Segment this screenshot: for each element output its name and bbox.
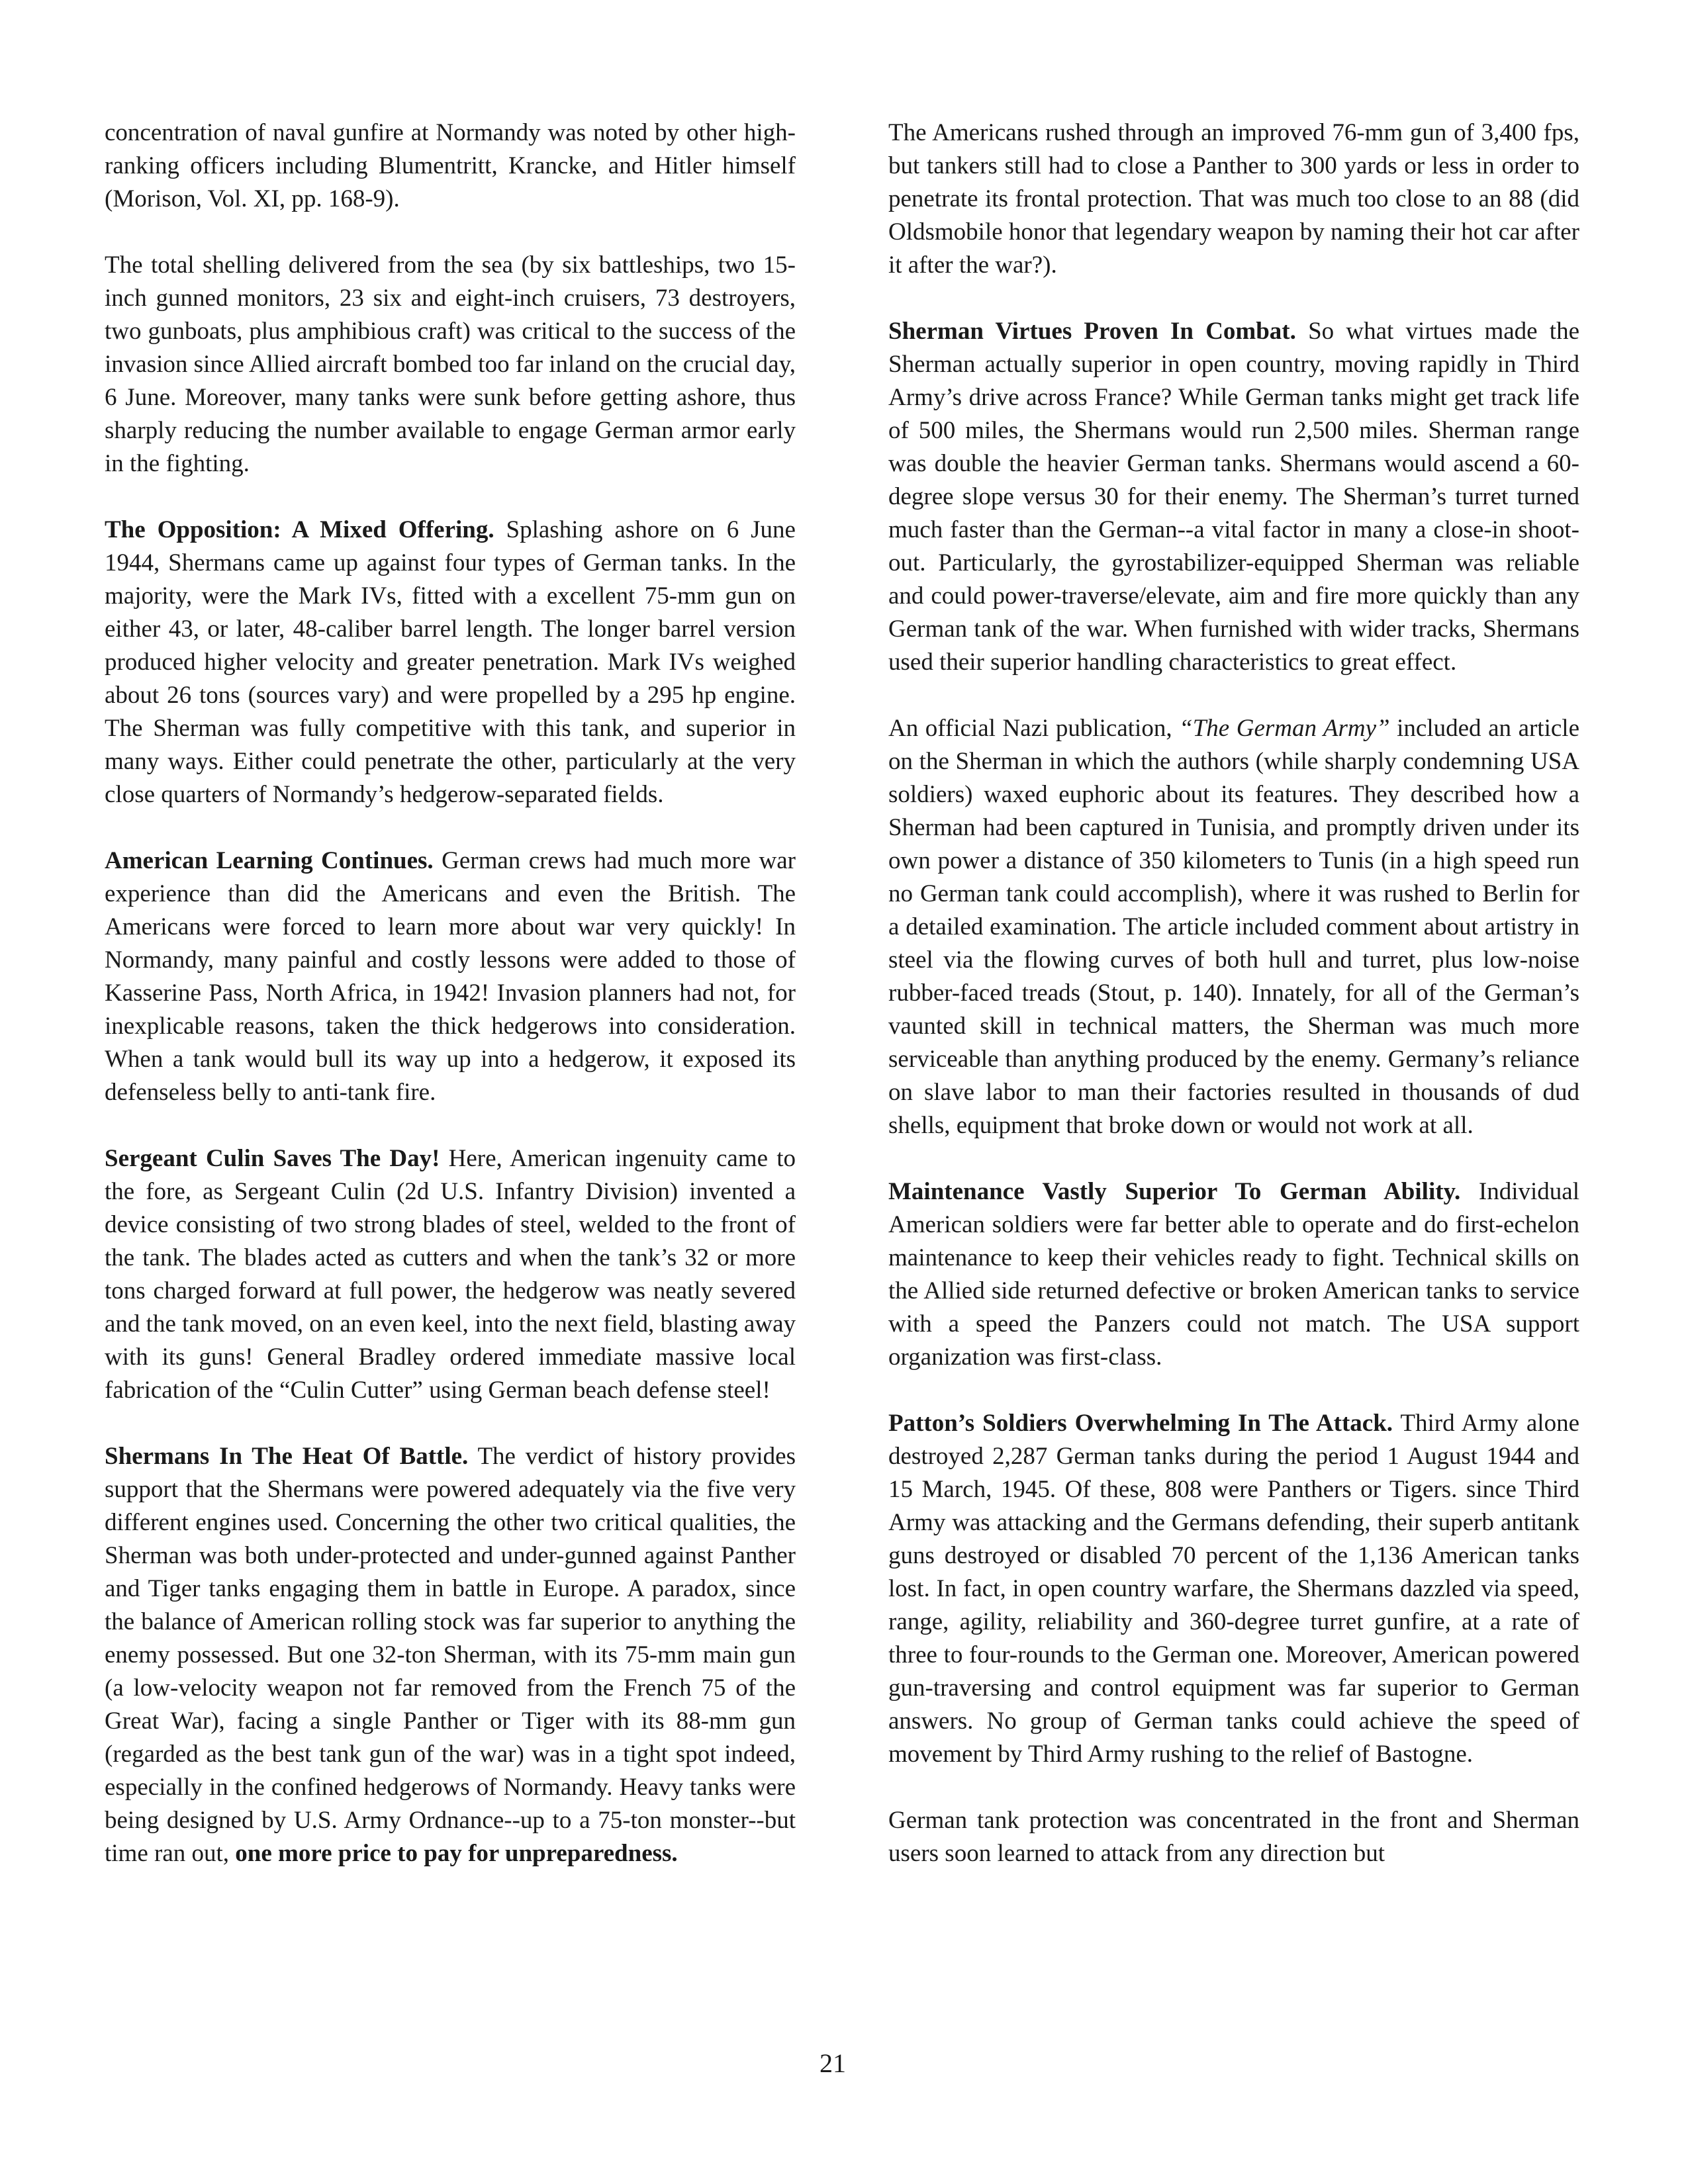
- paragraph-nazi-publication: [888, 712, 1579, 1142]
- paragraph-text: German tank protection was concentrated in the front and Sherman users soon learned to attack from any direction but: [888, 1807, 1579, 1867]
- section-heading: Maintenance Vastly Superior To German Ability.: [888, 1178, 1461, 1205]
- paragraph-heat-of-battle: [105, 1440, 796, 1870]
- paragraph-text: German crews had much more war experience than did the Americans and even the British. The Americans were forced to learn more about war very quickly! In Normandy, many painful and costly lessons were added to those of Kasserine Pass, North Africa, in 1942! Invasion planners had not, for inexplicable reasons, taken the thick hedgerows into consideration. When a tank would bull its way up into a hedgerow, it exposed its defenseless belly to anti-tank fire.: [105, 847, 796, 1106]
- paragraph-sergeant-culin: [105, 1142, 796, 1407]
- paragraph-text: Individual American soldiers were far better able to operate and do first-echelon maintenance to keep their vehicles ready to fight. Technical skills on the Allied side returned defective or broken American tanks to service with a speed the Panzers could not match. The USA support organization was first-class.: [888, 1178, 1579, 1371]
- paragraph-text: The total shelling delivered from the sea (by six battleships, two 15-inch gunned monitors, 23 six and eight-inch cruisers, 73 destroyers, two gunboats, plus amphibious craft) was critical to the success of the invasion since Allied aircraft bombed too far inland on the crucial day, 6 June. Moreover, many tanks were sunk before getting ashore, thus sharply reducing the number available to engage German armor early in the fighting.: [105, 251, 796, 477]
- section-heading: The Opposition: A Mixed Offering.: [105, 516, 494, 543]
- paragraph-text: Third Army alone destroyed 2,287 German tanks during the period 1 August 1944 and 15 March, 1945. Of these, 808 were Panthers or Tigers. since Third Army was attacking and the Germans defending, their superb antitank guns destroyed or disabled 70 percent of the 1,136 American tanks lost. In fact, in open country warfare, the Shermans dazzled via speed, range, agility, reliability and 360-degree turret gunfire, at a rate of three to four-rounds to the German one. Moreover, American powered gun-traversing and control equipment was far superior to German answers. No group of German tanks could achieve the speed of movement by Third Army rushing to the relief of Bastogne.: [888, 1410, 1579, 1768]
- paragraph-text: The Americans rushed through an improved 76-mm gun of 3,400 fps, but tankers still had to close a Panther to 300 yards or less in order to penetrate its frontal protection. That was much too close to an 88 (did Oldsmobile honor that legendary weapon by naming their hot car after it after the war?).: [888, 119, 1579, 279]
- paragraph-text: So what virtues made the Sherman actually superior in open country, moving rapidly in Third Army’s drive across France? While German tanks might get track life of 500 miles, the Shermans would run 2,500 miles. Sherman range was double the heavier German tanks. Shermans would ascend a 60-degree slope versus 30 for their enemy. The Sherman’s turret turned much faster than the German--a vital factor in many a close-in shoot-out. Particularly, the gyrostabilizer-equipped Sherman was reliable and could power-traverse/elevate, aim and fire more quickly than any German tank of the war. When furnished with wider tracks, Shermans used their superior handling characteristics to great effect.: [888, 318, 1579, 676]
- paragraph-patton-soldiers: [888, 1407, 1579, 1771]
- paragraph-opposition: [105, 514, 796, 811]
- paragraph-tank-protection: [888, 1804, 1579, 1870]
- right-column: [888, 116, 1579, 1870]
- paragraph-text: concentration of naval gunfire at Normandy was noted by other high-ranking officers including Blumentritt, Krancke, and Hitler himself (Morison, Vol. XI, pp. 168-9).: [105, 119, 796, 212]
- paragraph-text: Splashing ashore on 6 June 1944, Shermans came up against four types of German tanks. In the majority, were the Mark IVs, fitted with a excellent 75-mm gun on either 43, or later, 48-caliber barrel length. The longer barrel version produced higher velocity and greater penetration. Mark IVs weighed about 26 tons (sources vary) and were propelled by a 295 hp engine. The Sherman was fully competitive with this tank, and superior in many ways. Either could penetrate the other, particularly at the very close quarters of Normandy’s hedgerow-separated fields.: [105, 516, 796, 808]
- paragraph-text: An official Nazi publication,: [888, 715, 1180, 742]
- paragraph-76mm-gun: [888, 116, 1579, 282]
- paragraph-text: The verdict of history provides support that the Shermans were powered adequately via the five very different engines used. Concerning the other two critical qualities, the Sherman was both under-protected and under-gunned against Panther and Tiger tanks engaging them in battle in Europe. A paradox, since the balance of American rolling stock was far superior to anything the enemy possessed. But one 32-ton Sherman, with its 75-mm main gun (a low-velocity weapon not far removed from the French 75 of the Great War), facing a single Panther or Tiger with its 88-mm gun (regarded as the best tank gun of the war) was in a tight spot indeed, especially in the confined hedgerows of Normandy. Heavy tanks were being designed by U.S. Army Ordnance--up to a 75-ton monster--but time ran out,: [105, 1443, 796, 1867]
- paragraph-maintenance: [888, 1175, 1579, 1374]
- section-heading: Sergeant Culin Saves The Day!: [105, 1145, 440, 1172]
- paragraph-total-shelling: [105, 249, 796, 480]
- section-heading: Patton’s Soldiers Overwhelming In The Attack.: [888, 1410, 1393, 1437]
- paragraph-text: included an article on the Sherman in which the authors (while sharply condemning USA soldiers) waxed euphoric about its features. They described how a Sherman had been captured in Tunisia, and promptly driven under its own power a distance of 350 kilometers to Tunis (in a high speed run no German tank could accomplish), where it was rushed to Berlin for a detailed examination. The article included comment about artistry in steel via the flowing curves of both hull and turret, plus low-noise rubber-faced treads (Stout, p. 140). Innately, for all of the German’s vaunted skill in technical matters, the Sherman was much more serviceable than anything produced by the enemy. Germany’s reliance on slave labor to man their factories resulted in thousands of dud shells, equipment that broke down or would not work at all.: [888, 715, 1579, 1139]
- emphasized-text: one more price to pay for unpreparedness.: [235, 1840, 678, 1867]
- section-heading: Sherman Virtues Proven In Combat.: [888, 318, 1296, 345]
- section-heading: American Learning Continues.: [105, 847, 434, 874]
- page-number: 21: [820, 2048, 846, 2078]
- section-heading: Shermans In The Heat Of Battle.: [105, 1443, 469, 1470]
- paragraph-naval-gunfire: [105, 116, 796, 216]
- left-column: [105, 116, 796, 1870]
- publication-title: “The German Army”: [1179, 715, 1390, 742]
- paragraph-sherman-virtues: [888, 315, 1579, 679]
- paragraph-american-learning: [105, 844, 796, 1109]
- paragraph-text: Here, American ingenuity came to the fore, as Sergeant Culin (2d U.S. Infantry Division) invented a device consisting of two strong blades of steel, welded to the front of the tank. The blades acted as cutters and when the tank’s 32 or more tons charged forward at full power, the hedgerow was neatly severed and the tank moved, on an even keel, into the next field, blasting away with its guns! General Bradley ordered immediate massive local fabrication of the “Culin Cutter” using German beach defense steel!: [105, 1145, 796, 1404]
